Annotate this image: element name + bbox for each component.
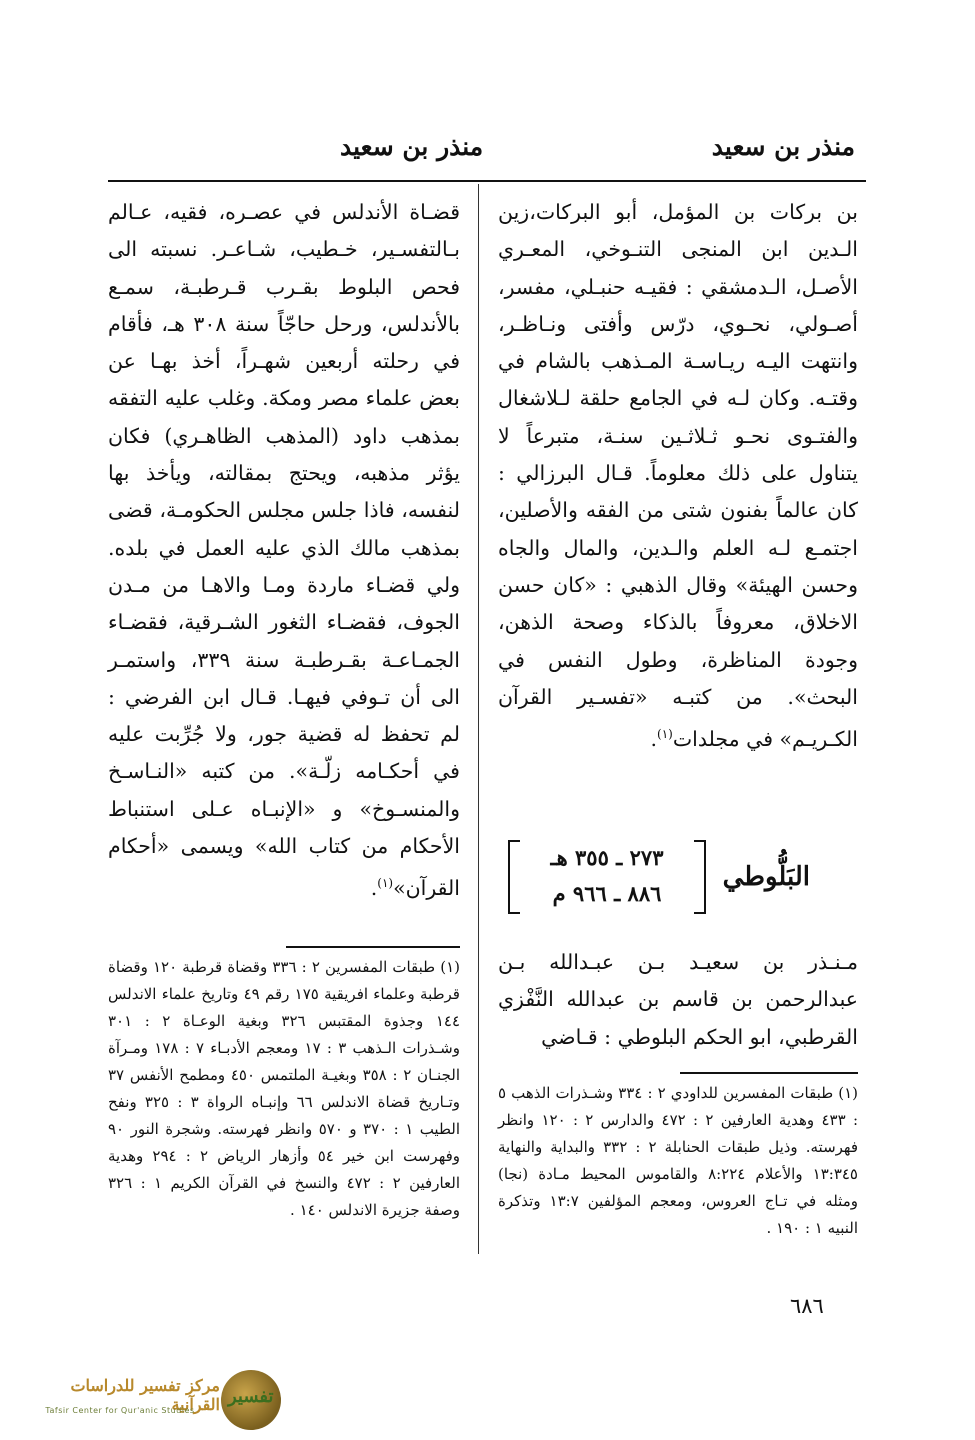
running-header-left: منذر بن سعيد — [340, 132, 484, 161]
page-number: ٦٨٦ — [790, 1294, 824, 1318]
entry-dates-bracket — [508, 840, 706, 914]
left-column-text — [108, 194, 460, 907]
footnote-rule-right — [680, 1072, 858, 1074]
tafsir-center-logo — [16, 1368, 291, 1432]
logo-brand-arabic: مركز تفسير للدراسات القرآنية — [70, 1376, 220, 1414]
footnote-right: (١) طبقات المفسرين للداودي ٢ : ٣٣٤ وشـذرات الذهب ٥ : ٤٣٣ وهدية العارفين ٢ : ٤٧٢ والدارس ٢ : ١٢٠ وانظر فهرسته. وذيل طبقات الحنابلة ٢ : ٣٣٢ والبداية والنهاية ١٣:٣٤٥ والأعلام ٨:٢٢٤ والقاموس المحيط مـادة (نجا) ومثله في تـاج العروس، ومعجم المؤلفين ١٣:٧ وتذكرة النبيه ١ : ١٩٠ . — [498, 1084, 859, 1237]
footnote-marker: (١) — [377, 876, 394, 891]
entry-paragraph: مـنـذر بن سعيـد بـن عبـدالله بـن عبدالرحمن بن قاسم بن عبدالله النَّفْزي القرطبي، ابو الحكم البلوطي : قـاضي — [498, 950, 858, 1049]
left-column-paragraph: قضـاة الأندلس في عصـره، فقيه، عـالم بـالتفسـير، خـطيب، شـاعـر. نسبته الى فحص البلوط بقـرب قـرطبـة، سمـع بالأندلس، ورحل حاجّاً سنة ٣٠٨ هـ، فأقام في رحلته أربعين شهـراً، أخذ بهـا عن بعض علماء مصر ومكة. وغلب عليه التفقه بمذهب داود (المذهب الظاهـري) فكان يؤثر مذهبه، ويحتج بمقالته، ويأخذ بها لنفسه، فاذا جلس مجلس الحكومـة، قضى بمذهب مالك الذي عليه العمل في بلده. ولي قضـاء ماردة ومـا والاهـا من مـدن الجوف، فقضـاء الثغور الشـرقية، فقضـاء الجمـاعـة بقـرطبـة سنة ٣٣٩، واستمـر الى أن تـوفي فيهـا. قـال ابن الفرضي : لم تحفظ له قضية جور، ولا جُرِّبت عليه في أحكـامه زلّـة». من كتبه «النـاسـخ والمنسـوخ» و «الإنبـاه عـلى استنباط الأحكام من كتاب الله» ويسمى «أحكام القرآن» — [108, 200, 460, 901]
entry-heading — [498, 840, 858, 926]
footnote-marker: (١) — [657, 727, 673, 742]
logo-mark-word: تفسير — [228, 1386, 274, 1407]
paragraph-end: . — [370, 876, 378, 901]
paragraph-end: . — [650, 726, 658, 751]
entry-title: البَلُّوطي — [722, 862, 810, 892]
right-column-paragraph: بن بركات بن المؤمل، أبو البركات،زين الـدين ابن المنجى التنـوخي، المعـري الأصـل، الـدمشقي : فقيـه حنبـلي، مفسر، أصـولي، نحـوي، درّس وأفتى ونـاظـر، وانتهت اليـه ريـاسـة المـذهب بالشام في وقتـه. وكان لـه في الجامع حلقة لـلاشغال والفتـوى نحـو ثـلاثـين سنـة، متبرعاً لا يتناول على ذلك معلوماً. قـال البرزالي : كان عالماً بفنون شتى من الفقه والأصلين، اجتمـع لـه العلم والـدين، والمال والجاه وحسن الهيئة» وقال الذهبي : «كان حسن الاخلاق، معروفاً بالذكاء وصحة الذهن، وجودة المناظرة، وطول النفس في البحث». من كتبـه «تفسـير القرآن الكـريـم» في مجلدات — [498, 200, 858, 751]
gregorian-dates: ٨٨٦ ـ ٩٦٦ م — [552, 881, 662, 906]
header-rule — [108, 180, 866, 182]
footnote-left: (١) طبقات المفسرين ٢ : ٣٣٦ وقضاة قرطبة ١٢٠ وقضاة قرطبة وعلماء افريقية ١٧٥ رقم ٤٩ وتاريخ علماء الاندلس ١٤٤ وجذوة المقتبس ٣٢٦ وبغية الوعـاة ٢ : ٣٠١ وشـذرات الـذهب ٣ : ١٧ ومعجم الأدبـاء ٧ : ١٧٨ ومـرآة الجنـان ٢ : ٣٥٨ وبغيـة الملتمس ٤٥٠ ومطمح الأنفس ٣٧ وتـاريخ قضاة الاندلس ٦٦ وإنبـاه الرواة ٣ : ٣٢٥ ونفح الطيب ١ : ٣٧٠ و ٥٧٠ وانظر فهرسته. وشجرة النور ٩٠ وفهرست ابن خير ٥٤ وأزهار الرياض ٢ : ٢٩٤ وهدية العارفين ٢ : ٤٧٢ والنسخ في القرآن الكريم ١ : ٣٢٦ وصفة جزيرة الاندلس ١٤٠ . — [108, 958, 461, 1219]
footnote-rule-left — [286, 946, 460, 948]
right-column-text — [498, 194, 858, 758]
column-divider — [478, 184, 479, 1254]
running-header-right: منذر بن سعيد — [711, 132, 855, 161]
hijri-dates: ٢٧٣ ـ ٣٥٥ هـ — [550, 845, 664, 870]
logo-brand-english: Tafsir Center for Qur'anic Studies — [45, 1406, 195, 1415]
